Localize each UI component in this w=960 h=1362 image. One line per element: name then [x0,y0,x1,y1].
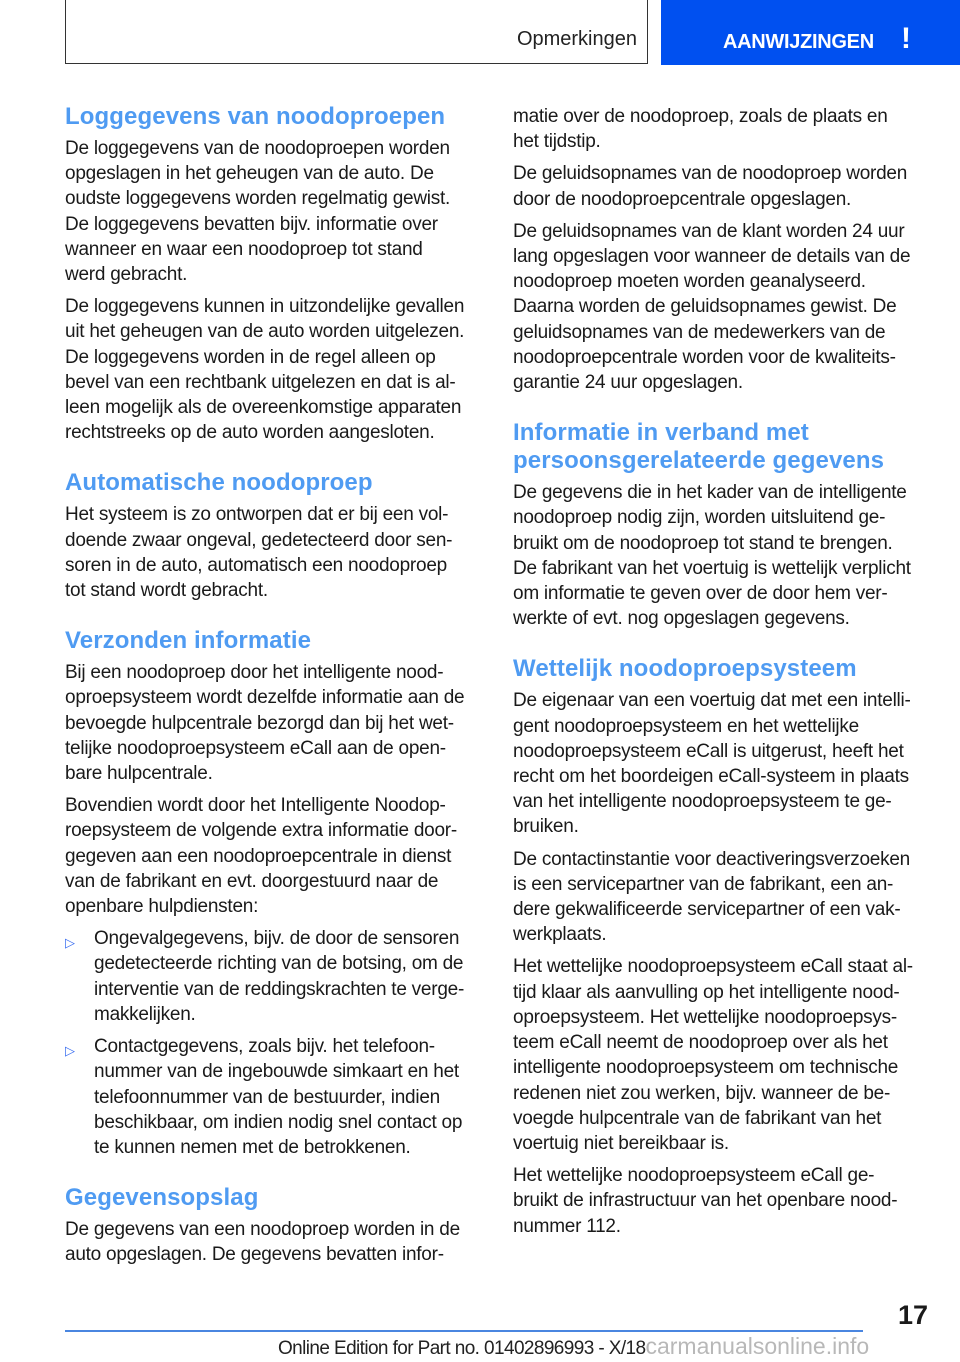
edition-text: Online Edition for Part no. 01402896993 - X/18 [278,1338,646,1359]
text-line: intelligente noodoproepsysteem om technische [513,1057,899,1079]
text-line: telefoonnummer van de bestuurder, indien [94,1086,440,1108]
exclamation-icon: ! [901,22,911,55]
text-line: De geluidsopnames van de noodoproep worden [513,163,908,185]
text-line: bruikt de infrastructuur van het openbare nood‐ [513,1190,898,1212]
text-line: Contactgegevens, zoals bijv. het telefoon‐ [94,1036,435,1058]
text-line: De loggegevens bevatten bijv. informatie over [65,213,438,235]
text-line: auto opgeslagen. De gegevens bevatten infor‐ [65,1244,444,1266]
text-line: werkte of evt. nog opgeslagen gegevens. [513,608,850,630]
text-line: Wettelijk noodoproepsysteem [513,655,857,683]
text-line: matie over de noodoproep, zoals de plaats en [513,106,888,127]
bullet-item [65,926,485,1027]
text-line: interventie van de reddingskrachten te verge‐ [94,978,465,1000]
text-line: noodoproepcentrale worden voor de kwaliteits‐ [513,346,896,368]
text-line: voertuig niet bereikbaar is. [513,1132,729,1154]
text-line: redenen niet zou werken, bijv. wanneer de be‐ [513,1082,891,1104]
paragraph [513,219,933,395]
text-line: bruikt om de noodoproep tot stand te brengen. [513,532,893,554]
text-line: Ongevalgegevens, bijv. de door de sensoren [94,928,460,950]
text-line: persoonsgerelateerde gegevens [513,447,885,475]
text-line: geluidsopnames van de medewerkers van de [513,321,886,343]
text-line: doende zwaar ongeval, gedetecteerd door sen‐ [65,529,453,551]
header-chapter-tab [661,0,960,65]
text-line: het tijdstip. [513,131,601,153]
bullet-triangle-icon: ▷ [65,935,75,951]
text-line: makkelijken. [94,1003,196,1025]
text-line: werd gebracht. [65,264,188,286]
text-line: van de fabrikant en evt. doorgestuurd naar de [65,870,439,892]
text-line: lang opgeslagen voor wanneer de details van de [513,246,911,268]
text-line: nummer 112. [513,1215,621,1237]
text-line: roepsysteem de volgende extra informatie door‐ [65,820,457,842]
footer-divider [65,1330,863,1332]
section-heading [65,103,485,131]
header-section-box [65,0,648,64]
section-heading [513,419,933,475]
text-line: beschikbaar, om indien nodig snel contact op [94,1111,463,1133]
text-line: Automatische noodoproep [65,469,373,497]
text-line: Het wettelijke noodoproepsysteem eCall staat al‐ [513,956,913,978]
text-line: gent noodoproepsysteem en het wettelijke [513,715,859,737]
text-line: De gegevens die in het kader van de intelligente [513,482,907,504]
text-line: Het wettelijke noodoproepsysteem eCall ge‐ [513,1165,875,1187]
text-line: bruiken. [513,816,579,838]
text-line: recht om het boordeigen eCall-systeem in plaats [513,766,909,788]
text-line: wanneer en waar een noodoproep tot stand [65,238,423,260]
section-heading [65,469,485,497]
text-line: De geluidsopnames van de klant worden 24 uur [513,220,905,242]
bullet-item [65,1034,485,1160]
section-heading [65,1184,485,1212]
paragraph [65,502,485,603]
text-line: Informatie in verband met [513,419,809,447]
text-line: De fabrikant van het voertuig is wettelijk verplicht [513,557,911,579]
text-line: nummer van de ingebouwde simkaart en het [94,1061,459,1083]
paragraph [513,480,933,631]
paragraph [513,161,933,211]
text-line: opgeslagen in het geheugen van de auto. De [65,163,434,185]
paragraph [65,793,485,919]
watermark: carmanualsonline.info [645,1333,870,1359]
text-line: bevel van een rechtbank uitgelezen en dat is al‐ [65,371,456,393]
text-line: Bij een noodoproep door het intelligente nood‐ [65,662,444,684]
text-line: om informatie te geven over de door hem ver‐ [513,583,888,605]
text-line: noodoproep nodig zijn, worden uitsluitend ge‐ [513,507,886,529]
text-line: Het systeem is zo ontworpen dat er bij een vol‐ [65,504,449,526]
page-number: 17 [897,1300,928,1330]
text-line: tot stand wordt gebracht. [65,580,268,602]
text-line: De eigenaar van een voertuig dat met een intelli‐ [513,690,911,712]
section-heading [513,655,933,683]
text-line: Daarna worden de geluidsopnames gewist. De [513,296,897,318]
text-line: rechtstreeks op de auto worden aangesloten. [65,422,435,444]
right-column [513,104,933,1246]
text-line: Loggegevens van noodoproepen [65,103,446,130]
text-line: gedetecteerde richting van de botsing, om de [94,953,464,975]
text-line: oudste loggegevens worden regelmatig gewist. [65,188,451,210]
text-line: De gegevens van een noodoproep worden in de [65,1219,460,1241]
footer-edition [278,1333,869,1360]
text-line: Gegevensopslag [65,1184,259,1212]
text-line: noodoproep moeten worden geanalyseerd. [513,271,866,293]
left-column [65,103,485,1275]
header-section-title: Opmerkingen [516,28,637,50]
text-line: dere gekwalificeerde servicepartner of een vak‐ [513,899,901,921]
text-line: werkplaats. [513,924,607,946]
paragraph [513,954,933,1156]
paragraph [65,1217,485,1267]
text-line: door de noodoproepcentrale opgeslagen. [513,188,852,210]
text-line: van het intelligente noodoproepsysteem te ge‐ [513,791,892,813]
text-line: De loggegevens worden in de regel alleen op [65,346,436,368]
bullet-triangle-icon: ▷ [65,1043,75,1059]
paragraph [513,1163,933,1239]
text-line: De loggegevens van de noodoproepen worden [65,138,450,159]
paragraph [65,136,485,287]
text-line: leen mogelijk als de overeenkomstige apparaten [65,397,462,419]
paragraph [513,847,933,948]
text-line: noodoproepsysteem eCall is uitgerust, heeft het [513,740,904,762]
paragraph [513,104,933,154]
text-line: Verzonden informatie [65,627,312,655]
paragraph [65,660,485,786]
text-line: soren in de auto, automatisch een noodoproep [65,554,447,576]
text-line: te kunnen nemen met de betrokkenen. [94,1136,411,1158]
text-line: oproepsysteem. Het wettelijke noodoproepsys‐ [513,1006,897,1028]
text-line: oproepsysteem wordt dezelfde informatie aan de [65,687,465,709]
text-line: garantie 24 uur opgeslagen. [513,372,743,394]
text-line: telijke noodoproepsysteem eCall aan de open‐ [65,737,446,759]
paragraph [513,688,933,839]
text-line: uit het geheugen van de auto worden uitgelezen. [65,321,465,343]
text-line: gegeven aan een noodoproepcentrale in dienst [65,845,452,867]
text-line: is een servicepartner van de fabrikant, een an‐ [513,873,894,895]
text-line: bare hulpcentrale. [65,763,213,785]
header-chapter-label: AANWIJZINGEN [723,31,874,53]
text-line: openbare hulpdiensten: [65,896,259,918]
text-line: bevoegde hulpcentrale bezorgd dan bij het wet‐ [65,712,454,734]
paragraph [65,294,485,445]
text-line: tijd klaar als aanvulling op het intelligente nood‐ [513,981,900,1003]
text-line: De loggegevens kunnen in uitzondelijke gevallen [65,296,465,318]
text-line: voegde hulpcentrale van de fabrikant van het [513,1107,882,1129]
text-line: teem eCall neemt de noodoproep over als het [513,1032,888,1054]
text-line: Bovendien wordt door het Intelligente Noodop‐ [65,795,446,817]
section-heading [65,627,485,655]
text-line: De contactinstantie voor deactiveringsverzoeken [513,848,910,870]
